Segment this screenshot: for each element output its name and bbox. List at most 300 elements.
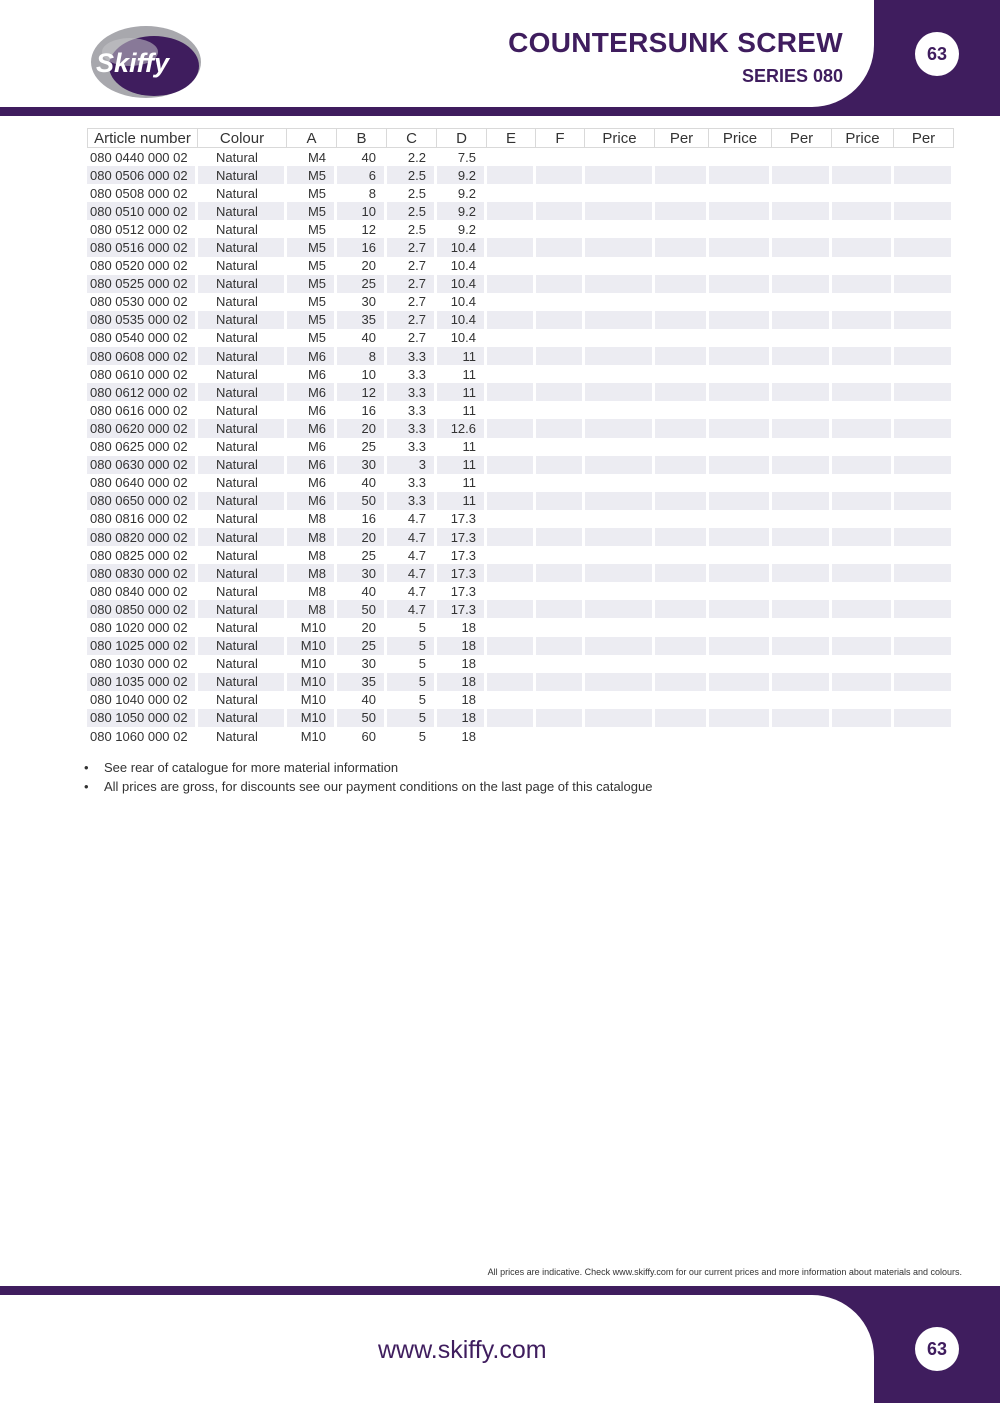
empty-cell <box>536 329 585 347</box>
empty-cell <box>536 564 585 582</box>
colour-cell: Natural <box>198 727 287 745</box>
table-row <box>87 474 954 492</box>
empty-cell <box>487 546 536 564</box>
empty-cell <box>832 257 894 275</box>
dimension-cell: 4.7 <box>387 546 437 564</box>
empty-cell <box>487 220 536 238</box>
table-row <box>87 528 954 546</box>
empty-cell <box>894 329 954 347</box>
empty-cell <box>832 202 894 220</box>
table-row <box>87 618 954 636</box>
empty-cell <box>894 673 954 691</box>
empty-cell <box>709 293 772 311</box>
empty-cell <box>772 148 832 166</box>
colour-cell: Natural <box>198 257 287 275</box>
dimension-cell: 5 <box>387 637 437 655</box>
empty-cell <box>894 456 954 474</box>
colour-cell: Natural <box>198 510 287 528</box>
dimension-cell: M10 <box>287 673 337 691</box>
table-row <box>87 166 954 184</box>
dimension-cell: 5 <box>387 618 437 636</box>
empty-cell <box>894 401 954 419</box>
dimension-cell: 17.3 <box>437 528 487 546</box>
empty-cell <box>585 184 655 202</box>
empty-cell <box>487 438 536 456</box>
dimension-cell: 2.5 <box>387 220 437 238</box>
empty-cell <box>772 329 832 347</box>
empty-cell <box>536 148 585 166</box>
empty-cell <box>894 691 954 709</box>
colour-cell: Natural <box>198 673 287 691</box>
empty-cell <box>536 419 585 437</box>
colour-cell: Natural <box>198 347 287 365</box>
empty-cell <box>585 257 655 275</box>
empty-cell <box>585 582 655 600</box>
article-number-cell: 080 0850 000 02 <box>87 600 198 618</box>
dimension-cell: 11 <box>437 347 487 365</box>
dimension-cell: 3.3 <box>387 438 437 456</box>
empty-cell <box>585 474 655 492</box>
dimension-cell: 10.4 <box>437 257 487 275</box>
empty-cell <box>832 673 894 691</box>
dimension-cell: 2.7 <box>387 293 437 311</box>
article-number-cell: 080 0512 000 02 <box>87 220 198 238</box>
empty-cell <box>487 311 536 329</box>
empty-cell <box>894 238 954 256</box>
column-header: A <box>287 128 337 148</box>
empty-cell <box>655 293 709 311</box>
empty-cell <box>894 528 954 546</box>
empty-cell <box>655 257 709 275</box>
empty-cell <box>832 275 894 293</box>
article-number-cell: 080 1030 000 02 <box>87 655 198 673</box>
dimension-cell: 20 <box>337 528 387 546</box>
empty-cell <box>487 365 536 383</box>
table-row <box>87 546 954 564</box>
empty-cell <box>655 383 709 401</box>
article-number-cell: 080 0625 000 02 <box>87 438 198 456</box>
article-number-cell: 080 0506 000 02 <box>87 166 198 184</box>
dimension-cell: 40 <box>337 474 387 492</box>
table-row <box>87 329 954 347</box>
dimension-cell: M10 <box>287 637 337 655</box>
table-header-row <box>87 128 954 148</box>
empty-cell <box>772 202 832 220</box>
colour-cell: Natural <box>198 600 287 618</box>
empty-cell <box>655 311 709 329</box>
empty-cell <box>772 166 832 184</box>
article-number-cell: 080 0830 000 02 <box>87 564 198 582</box>
empty-cell <box>894 365 954 383</box>
dimension-cell: M8 <box>287 564 337 582</box>
dimension-cell: 4.7 <box>387 582 437 600</box>
empty-cell <box>832 510 894 528</box>
table-row <box>87 365 954 383</box>
empty-cell <box>772 528 832 546</box>
article-number-cell: 080 0608 000 02 <box>87 347 198 365</box>
empty-cell <box>832 546 894 564</box>
empty-cell <box>709 383 772 401</box>
empty-cell <box>536 184 585 202</box>
empty-cell <box>655 510 709 528</box>
dimension-cell: 25 <box>337 546 387 564</box>
dimension-cell: 2.2 <box>387 148 437 166</box>
empty-cell <box>832 419 894 437</box>
empty-cell <box>832 618 894 636</box>
dimension-cell: M8 <box>287 528 337 546</box>
table-row <box>87 293 954 311</box>
empty-cell <box>487 329 536 347</box>
colour-cell: Natural <box>198 691 287 709</box>
empty-cell <box>536 528 585 546</box>
empty-cell <box>832 492 894 510</box>
article-number-cell: 080 1050 000 02 <box>87 709 198 727</box>
table-row <box>87 600 954 618</box>
empty-cell <box>709 492 772 510</box>
empty-cell <box>894 311 954 329</box>
empty-cell <box>585 329 655 347</box>
empty-cell <box>487 275 536 293</box>
empty-cell <box>655 365 709 383</box>
dimension-cell: 4.7 <box>387 600 437 618</box>
colour-cell: Natural <box>198 293 287 311</box>
table-row <box>87 655 954 673</box>
dimension-cell: 17.3 <box>437 510 487 528</box>
dimension-cell: 25 <box>337 637 387 655</box>
article-number-cell: 080 0520 000 02 <box>87 257 198 275</box>
empty-cell <box>709 673 772 691</box>
empty-cell <box>772 365 832 383</box>
empty-cell <box>655 528 709 546</box>
colour-cell: Natural <box>198 419 287 437</box>
column-header: Per <box>772 128 832 148</box>
empty-cell <box>585 564 655 582</box>
column-header: Per <box>894 128 954 148</box>
empty-cell <box>487 709 536 727</box>
empty-cell <box>772 401 832 419</box>
dimension-cell: 5 <box>387 709 437 727</box>
column-header: Price <box>832 128 894 148</box>
table-body <box>87 148 954 745</box>
dimension-cell: 35 <box>337 311 387 329</box>
skiffy-logo[interactable] <box>90 22 205 100</box>
empty-cell <box>772 637 832 655</box>
dimension-cell: 3 <box>387 456 437 474</box>
dimension-cell: 7.5 <box>437 148 487 166</box>
empty-cell <box>772 474 832 492</box>
empty-cell <box>772 709 832 727</box>
empty-cell <box>709 184 772 202</box>
empty-cell <box>709 691 772 709</box>
dimension-cell: 9.2 <box>437 202 487 220</box>
dimension-cell: 3.3 <box>387 419 437 437</box>
page-title: COUNTERSUNK SCREW <box>508 27 843 58</box>
dimension-cell: 2.7 <box>387 257 437 275</box>
empty-cell <box>832 564 894 582</box>
empty-cell <box>585 148 655 166</box>
empty-cell <box>536 456 585 474</box>
empty-cell <box>832 582 894 600</box>
empty-cell <box>585 456 655 474</box>
price-disclaimer: All prices are indicative. Check www.skiffy.com for our current prices and more information about materials and colours. <box>487 1267 962 1277</box>
empty-cell <box>536 673 585 691</box>
empty-cell <box>772 727 832 745</box>
colour-cell: Natural <box>198 148 287 166</box>
colour-cell: Natural <box>198 220 287 238</box>
footer-page-number-badge: 63 <box>915 1327 959 1371</box>
empty-cell <box>487 456 536 474</box>
empty-cell <box>832 166 894 184</box>
empty-cell <box>585 673 655 691</box>
empty-cell <box>655 184 709 202</box>
column-header: F <box>536 128 585 148</box>
table-row <box>87 202 954 220</box>
column-header: Article number <box>87 128 198 148</box>
empty-cell <box>709 637 772 655</box>
dimension-cell: 5 <box>387 691 437 709</box>
empty-cell <box>585 365 655 383</box>
empty-cell <box>655 546 709 564</box>
dimension-cell: 2.7 <box>387 329 437 347</box>
empty-cell <box>709 564 772 582</box>
table-row <box>87 492 954 510</box>
empty-cell <box>832 238 894 256</box>
empty-cell <box>655 673 709 691</box>
empty-cell <box>772 347 832 365</box>
article-number-cell: 080 0816 000 02 <box>87 510 198 528</box>
empty-cell <box>487 184 536 202</box>
empty-cell <box>536 166 585 184</box>
dimension-cell: 2.7 <box>387 275 437 293</box>
empty-cell <box>894 257 954 275</box>
dimension-cell: 9.2 <box>437 184 487 202</box>
dimension-cell: 4.7 <box>387 510 437 528</box>
dimension-cell: 40 <box>337 329 387 347</box>
empty-cell <box>709 456 772 474</box>
empty-cell <box>709 202 772 220</box>
dimension-cell: M10 <box>287 709 337 727</box>
website-link[interactable]: www.skiffy.com <box>378 1336 547 1364</box>
colour-cell: Natural <box>198 275 287 293</box>
empty-cell <box>832 438 894 456</box>
colour-cell: Natural <box>198 456 287 474</box>
empty-cell <box>487 637 536 655</box>
dimension-cell: 8 <box>337 347 387 365</box>
empty-cell <box>487 727 536 745</box>
empty-cell <box>894 600 954 618</box>
dimension-cell: M5 <box>287 311 337 329</box>
empty-cell <box>536 618 585 636</box>
table-row <box>87 564 954 582</box>
empty-cell <box>536 546 585 564</box>
empty-cell <box>772 492 832 510</box>
dimension-cell: 2.7 <box>387 311 437 329</box>
dimension-cell: 11 <box>437 474 487 492</box>
empty-cell <box>832 383 894 401</box>
empty-cell <box>894 438 954 456</box>
dimension-cell: M10 <box>287 691 337 709</box>
empty-cell <box>536 347 585 365</box>
empty-cell <box>709 238 772 256</box>
dimension-cell: 10.4 <box>437 293 487 311</box>
empty-cell <box>832 474 894 492</box>
dimension-cell: 5 <box>387 673 437 691</box>
empty-cell <box>655 238 709 256</box>
empty-cell <box>655 456 709 474</box>
empty-cell <box>536 220 585 238</box>
dimension-cell: M10 <box>287 727 337 745</box>
dimension-cell: 40 <box>337 582 387 600</box>
empty-cell <box>832 365 894 383</box>
empty-cell <box>772 238 832 256</box>
colour-cell: Natural <box>198 383 287 401</box>
dimension-cell: 40 <box>337 691 387 709</box>
empty-cell <box>487 564 536 582</box>
empty-cell <box>832 347 894 365</box>
article-number-cell: 080 0530 000 02 <box>87 293 198 311</box>
empty-cell <box>772 600 832 618</box>
empty-cell <box>772 673 832 691</box>
dimension-cell: 3.3 <box>387 492 437 510</box>
empty-cell <box>585 220 655 238</box>
article-number-cell: 080 1035 000 02 <box>87 673 198 691</box>
product-table <box>87 128 954 745</box>
empty-cell <box>832 456 894 474</box>
colour-cell: Natural <box>198 528 287 546</box>
dimension-cell: 50 <box>337 600 387 618</box>
dimension-cell: 5 <box>387 727 437 745</box>
dimension-cell: 40 <box>337 148 387 166</box>
article-number-cell: 080 1025 000 02 <box>87 637 198 655</box>
empty-cell <box>655 438 709 456</box>
empty-cell <box>894 202 954 220</box>
empty-cell <box>709 438 772 456</box>
empty-cell <box>709 166 772 184</box>
colour-cell: Natural <box>198 546 287 564</box>
dimension-cell: 9.2 <box>437 166 487 184</box>
empty-cell <box>772 564 832 582</box>
dimension-cell: 60 <box>337 727 387 745</box>
dimension-cell: 10.4 <box>437 311 487 329</box>
empty-cell <box>709 655 772 673</box>
empty-cell <box>832 655 894 673</box>
empty-cell <box>487 148 536 166</box>
empty-cell <box>536 655 585 673</box>
table-row <box>87 637 954 655</box>
empty-cell <box>894 564 954 582</box>
dimension-cell: M6 <box>287 419 337 437</box>
empty-cell <box>655 600 709 618</box>
empty-cell <box>772 655 832 673</box>
empty-cell <box>655 202 709 220</box>
table-row <box>87 383 954 401</box>
empty-cell <box>487 510 536 528</box>
dimension-cell: M5 <box>287 293 337 311</box>
dimension-cell: 11 <box>437 456 487 474</box>
dimension-cell: 18 <box>437 618 487 636</box>
dimension-cell: 3.3 <box>387 474 437 492</box>
article-number-cell: 080 1020 000 02 <box>87 618 198 636</box>
empty-cell <box>585 655 655 673</box>
empty-cell <box>894 275 954 293</box>
colour-cell: Natural <box>198 329 287 347</box>
empty-cell <box>487 419 536 437</box>
dimension-cell: M5 <box>287 275 337 293</box>
dimension-cell: M6 <box>287 456 337 474</box>
dimension-cell: M10 <box>287 618 337 636</box>
dimension-cell: M5 <box>287 202 337 220</box>
empty-cell <box>585 637 655 655</box>
empty-cell <box>772 582 832 600</box>
article-number-cell: 080 0616 000 02 <box>87 401 198 419</box>
series-subtitle: SERIES 080 <box>741 66 843 86</box>
table-row <box>87 238 954 256</box>
colour-cell: Natural <box>198 401 287 419</box>
article-number-cell: 080 0630 000 02 <box>87 456 198 474</box>
empty-cell <box>536 474 585 492</box>
dimension-cell: 11 <box>437 365 487 383</box>
empty-cell <box>894 582 954 600</box>
dimension-cell: 2.5 <box>387 184 437 202</box>
colour-cell: Natural <box>198 184 287 202</box>
empty-cell <box>709 528 772 546</box>
empty-cell <box>536 257 585 275</box>
empty-cell <box>772 184 832 202</box>
dimension-cell: 12 <box>337 220 387 238</box>
logo-text: Skiffy <box>96 48 170 78</box>
empty-cell <box>655 419 709 437</box>
empty-cell <box>536 401 585 419</box>
dimension-cell: 18 <box>437 655 487 673</box>
empty-cell <box>585 347 655 365</box>
empty-cell <box>536 293 585 311</box>
empty-cell <box>655 275 709 293</box>
dimension-cell: 30 <box>337 564 387 582</box>
empty-cell <box>709 474 772 492</box>
empty-cell <box>487 600 536 618</box>
empty-cell <box>585 727 655 745</box>
empty-cell <box>709 546 772 564</box>
empty-cell <box>585 546 655 564</box>
empty-cell <box>487 655 536 673</box>
empty-cell <box>655 148 709 166</box>
empty-cell <box>585 709 655 727</box>
empty-cell <box>709 347 772 365</box>
table-row <box>87 148 954 166</box>
empty-cell <box>894 618 954 636</box>
dimension-cell: M6 <box>287 438 337 456</box>
empty-cell <box>536 709 585 727</box>
empty-cell <box>832 220 894 238</box>
empty-cell <box>655 618 709 636</box>
table-row <box>87 727 954 745</box>
empty-cell <box>772 419 832 437</box>
column-header: Price <box>709 128 772 148</box>
dimension-cell: 17.3 <box>437 600 487 618</box>
dimension-cell: 17.3 <box>437 582 487 600</box>
dimension-cell: M6 <box>287 347 337 365</box>
empty-cell <box>655 401 709 419</box>
empty-cell <box>709 582 772 600</box>
empty-cell <box>487 293 536 311</box>
table-row <box>87 257 954 275</box>
empty-cell <box>709 600 772 618</box>
empty-cell <box>894 293 954 311</box>
dimension-cell: M8 <box>287 546 337 564</box>
table-row <box>87 401 954 419</box>
empty-cell <box>585 202 655 220</box>
dimension-cell: 12 <box>337 383 387 401</box>
